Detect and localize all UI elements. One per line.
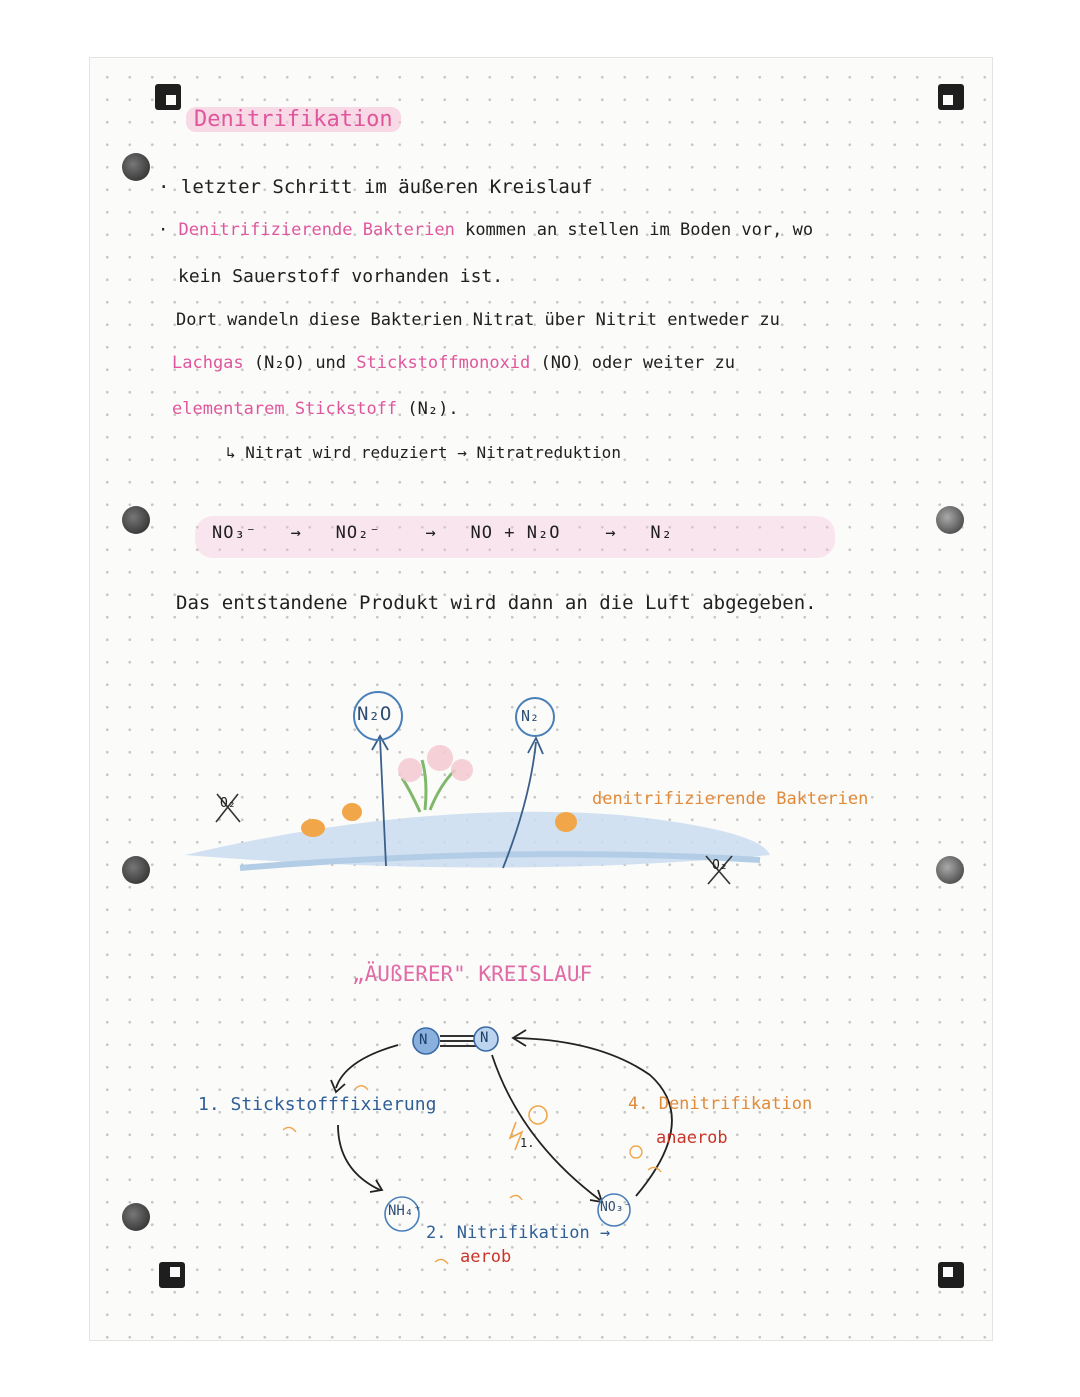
n-atom-left-label: N	[419, 1032, 428, 1048]
text-line-6: elementarem Stickstoff (N₂).	[172, 399, 459, 419]
bacterium-icon	[435, 1259, 448, 1264]
text-line-4: Dort wandeln diese Bakterien Nitrat über Nitrit entweder zu	[176, 310, 780, 330]
sun-icon	[529, 1106, 547, 1124]
text-line-5: Lachgas (N₂O) und Stickstoffmonoxid (NO) oder weiter zu	[172, 353, 735, 373]
step-1-label: 1. Stickstofffixierung	[198, 1094, 437, 1115]
no3-label: NO₃⁻	[600, 1200, 632, 1215]
step-4-label: 4. Denitrifikation	[628, 1094, 813, 1114]
n-atom-right-label: N	[480, 1030, 489, 1046]
product-sentence: Das entstandene Produkt wird dann an die Luft abgegeben.	[176, 592, 817, 614]
gas-n2o-label: N₂O	[357, 703, 392, 725]
equation: NO₃⁻ → NO₂⁻ → NO + N₂O → N₂	[212, 523, 673, 543]
sun-icon	[630, 1146, 642, 1158]
nitrification-marker: 1.	[520, 1136, 535, 1150]
page-title: Denitrifikation	[186, 107, 401, 132]
bacterium-icon	[283, 1127, 296, 1132]
step-2-condition: aerob	[460, 1247, 512, 1267]
text-line-3: kein Sauerstoff vorhanden ist.	[178, 266, 504, 287]
oxygen-right-label: O₂	[712, 858, 728, 873]
step-4-condition: anaerob	[656, 1128, 728, 1148]
step-2-label: 2. Nitrifikation →	[426, 1223, 611, 1243]
bacterium-icon	[510, 1195, 522, 1200]
bacterium-icon	[355, 1086, 368, 1090]
oxygen-left-label: O₂	[220, 796, 236, 811]
gas-n2-label: N₂	[521, 707, 540, 725]
bullet-2: · Denitrifizierende Bakterien kommen an stellen im Boden vor, wo	[158, 220, 814, 240]
bullet-1: · letzter Schritt im äußeren Kreislauf	[158, 176, 593, 198]
cycle-title: „ÄUßERER" KREISLAUF	[352, 962, 593, 986]
reduction-note: ↳ Nitrat wird reduziert → Nitratreduktion	[226, 443, 621, 462]
bacteria-label: denitrifizierende Bakterien	[592, 789, 869, 809]
nh4-label: NH₄⁺	[388, 1203, 422, 1219]
